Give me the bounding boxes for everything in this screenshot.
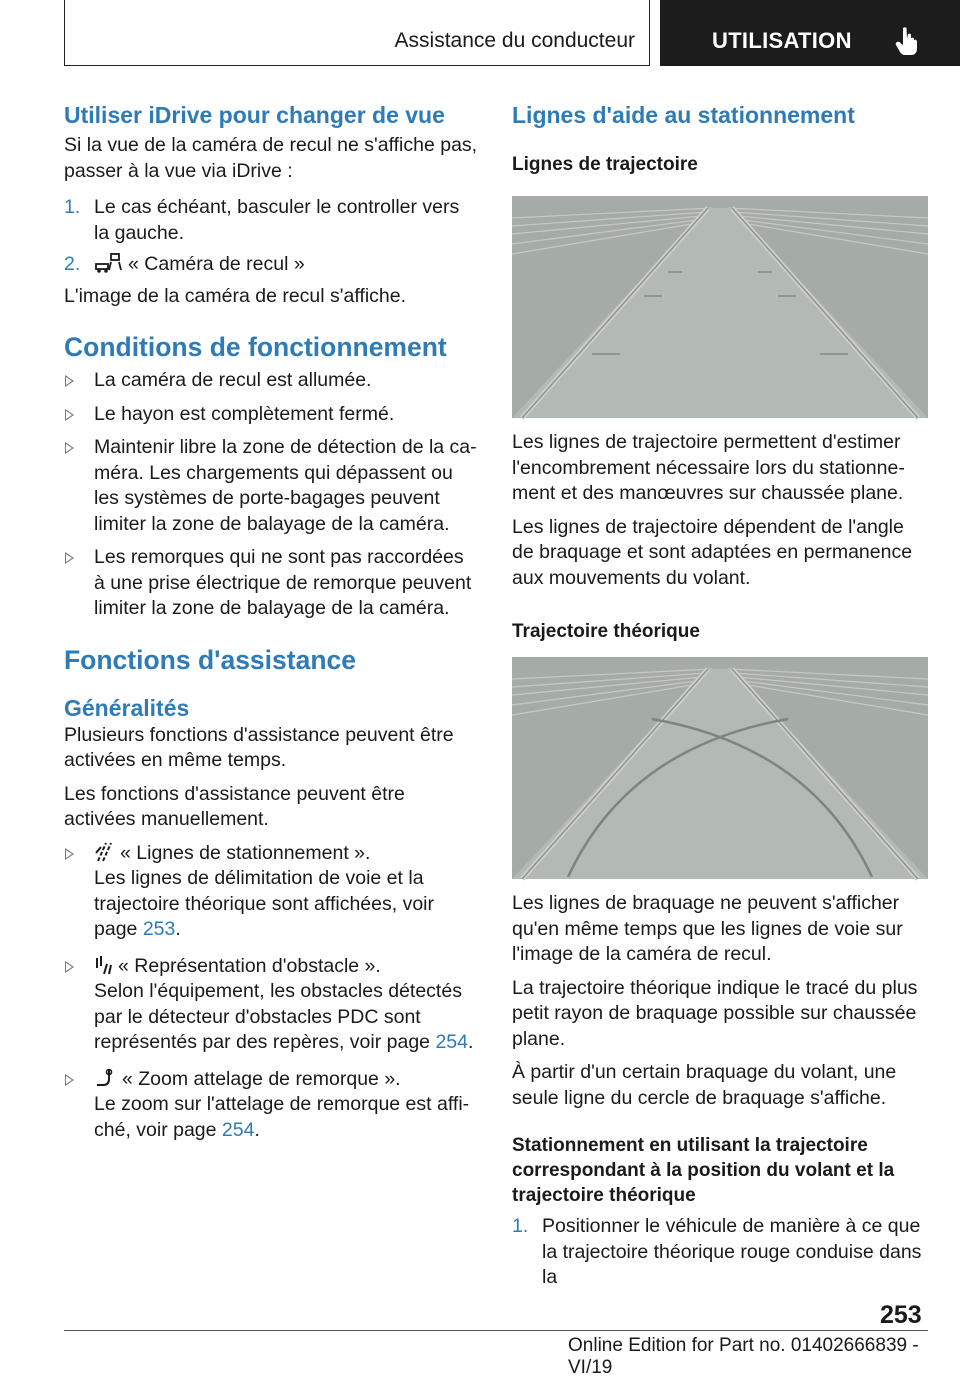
subheading-parking-procedure: Stationnement en utilisant la trajectoire correspondant à la position du volant et la trajectoire théorique xyxy=(512,1135,895,1206)
step-1 xyxy=(64,195,478,246)
obstacle-marking-icon xyxy=(94,954,112,976)
step-text: Positionner le véhicule de manière à ce que la trajectoire théorique rouge conduise dans la xyxy=(542,1215,922,1288)
subheading-theoretical-trajectory: Trajectoire théorique xyxy=(512,621,700,642)
chapter-tab xyxy=(660,0,960,66)
theoretical-para-2: La trajectoire théorique indique le tracé du plus petit rayon de braquage possible sur chaussée plane. xyxy=(512,976,918,1050)
bullet-triangle-icon xyxy=(65,552,74,564)
chapter-tab-label: UTILISATION xyxy=(712,28,852,53)
section-heading-idrive: Utiliser iDrive pour changer de vue xyxy=(64,102,445,128)
edition-note: Online Edition for Part no. 01402666839 - VI/19 xyxy=(568,1335,919,1378)
left-column xyxy=(64,100,478,1143)
idrive-intro: Si la vue de la caméra de recul ne s'affiche pas, passer à la vue via iDrive : xyxy=(64,134,478,182)
theoretical-para-3: À partir d'un certain braquage du volant, une seule ligne du cercle de braquage s'affiche. xyxy=(512,1061,897,1109)
subheading-general: Généralités xyxy=(64,694,190,721)
condition-text: Le hayon est complètement fermé. xyxy=(94,402,395,425)
conditions-list xyxy=(64,368,478,622)
assist-desc-end: . xyxy=(468,1031,474,1053)
assist-item-obstacle xyxy=(64,954,478,1056)
bullet-triangle-icon xyxy=(65,442,74,454)
assist-item-trailer-zoom xyxy=(64,1067,478,1144)
trajectory-para-1: Les lignes de trajectoire permettent d'estimer l'encombrement nécessaire lors du stationnement et des manœuvres sur chaussée plane. xyxy=(512,431,905,504)
assist-label: « Lignes de stationnement ». xyxy=(120,841,371,864)
condition-item xyxy=(64,402,478,428)
general-paragraph-1: Plusieurs fonctions d'assistance peuvent être activées en même temps. xyxy=(64,723,454,771)
idrive-result: L'image de la caméra de recul s'affiche. xyxy=(64,284,407,307)
condition-text: La caméra de recul est allumée. xyxy=(94,369,372,391)
page-link[interactable]: 253 xyxy=(142,918,176,940)
assist-functions-list xyxy=(64,841,478,1144)
theoretical-trajectory-figure xyxy=(512,657,928,879)
step-number: 1. xyxy=(512,1215,529,1237)
assist-item-parking-lines xyxy=(64,841,478,943)
assist-desc: Le zoom sur l'attelage de remorque est affiché, voir page xyxy=(94,1093,470,1141)
step-text: « Caméra de recul » xyxy=(128,253,305,275)
assist-desc: Selon l'équipement, les obstacles détectés par le détecteur d'obstacles PDC sont représentés par des repères, voir page xyxy=(94,980,462,1053)
page-link[interactable]: 254 xyxy=(435,1031,468,1053)
trajectory-lines-figure xyxy=(512,196,928,418)
condition-text: Les remorques qui ne sont pas raccordées à une prise électrique de remorque peuvent limiter la zone de balayage de la caméra. xyxy=(94,546,472,619)
bullet-triangle-icon xyxy=(65,409,74,421)
condition-text: Maintenir libre la zone de détection de la caméra. Les chargements qui dépassent ou les systèmes de porte-bagages peuvent limiter la zone de balayage de la caméra. xyxy=(94,436,477,535)
condition-item xyxy=(64,545,478,622)
subheading-trajectory-lines: Lignes de trajectoire xyxy=(512,154,698,175)
assist-desc: Les lignes de délimitation de voie et la trajectoire théorique sont affichées, voir page xyxy=(94,867,434,940)
section-heading-parking-lines: Lignes d'aide au stationnement xyxy=(512,102,855,128)
step-number: 2. xyxy=(64,253,81,275)
trajectory-para-2: Les lignes de trajectoire dépendent de l'angle de braquage et sont adaptées en permanence aux mouvements du volant. xyxy=(512,515,913,589)
hand-pointer-icon xyxy=(894,26,922,56)
bullet-triangle-icon xyxy=(65,961,74,973)
bullet-triangle-icon xyxy=(65,375,74,387)
step-2 xyxy=(64,252,478,278)
page-number: 253 xyxy=(880,1301,922,1329)
parking-steps xyxy=(512,1214,928,1291)
rear-camera-icon xyxy=(94,252,122,274)
assist-label: « Zoom attelage de remorque ». xyxy=(122,1067,401,1090)
section-heading-conditions: Conditions de fonctionnement xyxy=(64,332,447,362)
header-frame xyxy=(64,0,650,66)
bullet-triangle-icon xyxy=(65,848,74,860)
step-number: 1. xyxy=(64,196,81,218)
trailer-hitch-zoom-icon xyxy=(94,1067,116,1089)
assist-desc-end: . xyxy=(254,1118,260,1141)
parking-lines-icon xyxy=(94,841,114,863)
right-column xyxy=(512,100,928,1291)
step-1 xyxy=(512,1214,928,1291)
section-title: Assistance du conducteur xyxy=(394,29,635,52)
condition-item xyxy=(64,368,478,394)
idrive-steps xyxy=(64,195,478,278)
bullet-triangle-icon xyxy=(65,1074,74,1086)
step-text: Le cas échéant, basculer le controller vers la gauche. xyxy=(94,196,460,244)
assist-label: « Représentation d'obstacle ». xyxy=(118,954,381,977)
assist-desc-end: . xyxy=(175,918,181,940)
section-heading-assist: Fonctions d'assistance xyxy=(64,644,356,675)
footer-divider xyxy=(64,1330,928,1331)
general-paragraph-2: Les fonctions d'assistance peuvent être activées manuellement. xyxy=(64,782,405,830)
page-link[interactable]: 254 xyxy=(221,1118,255,1141)
theoretical-para-1: Les lignes de braquage ne peuvent s'afficher qu'en même temps que les lignes de voie sur l'image de la caméra de recul. xyxy=(512,892,903,965)
condition-item xyxy=(64,435,478,537)
